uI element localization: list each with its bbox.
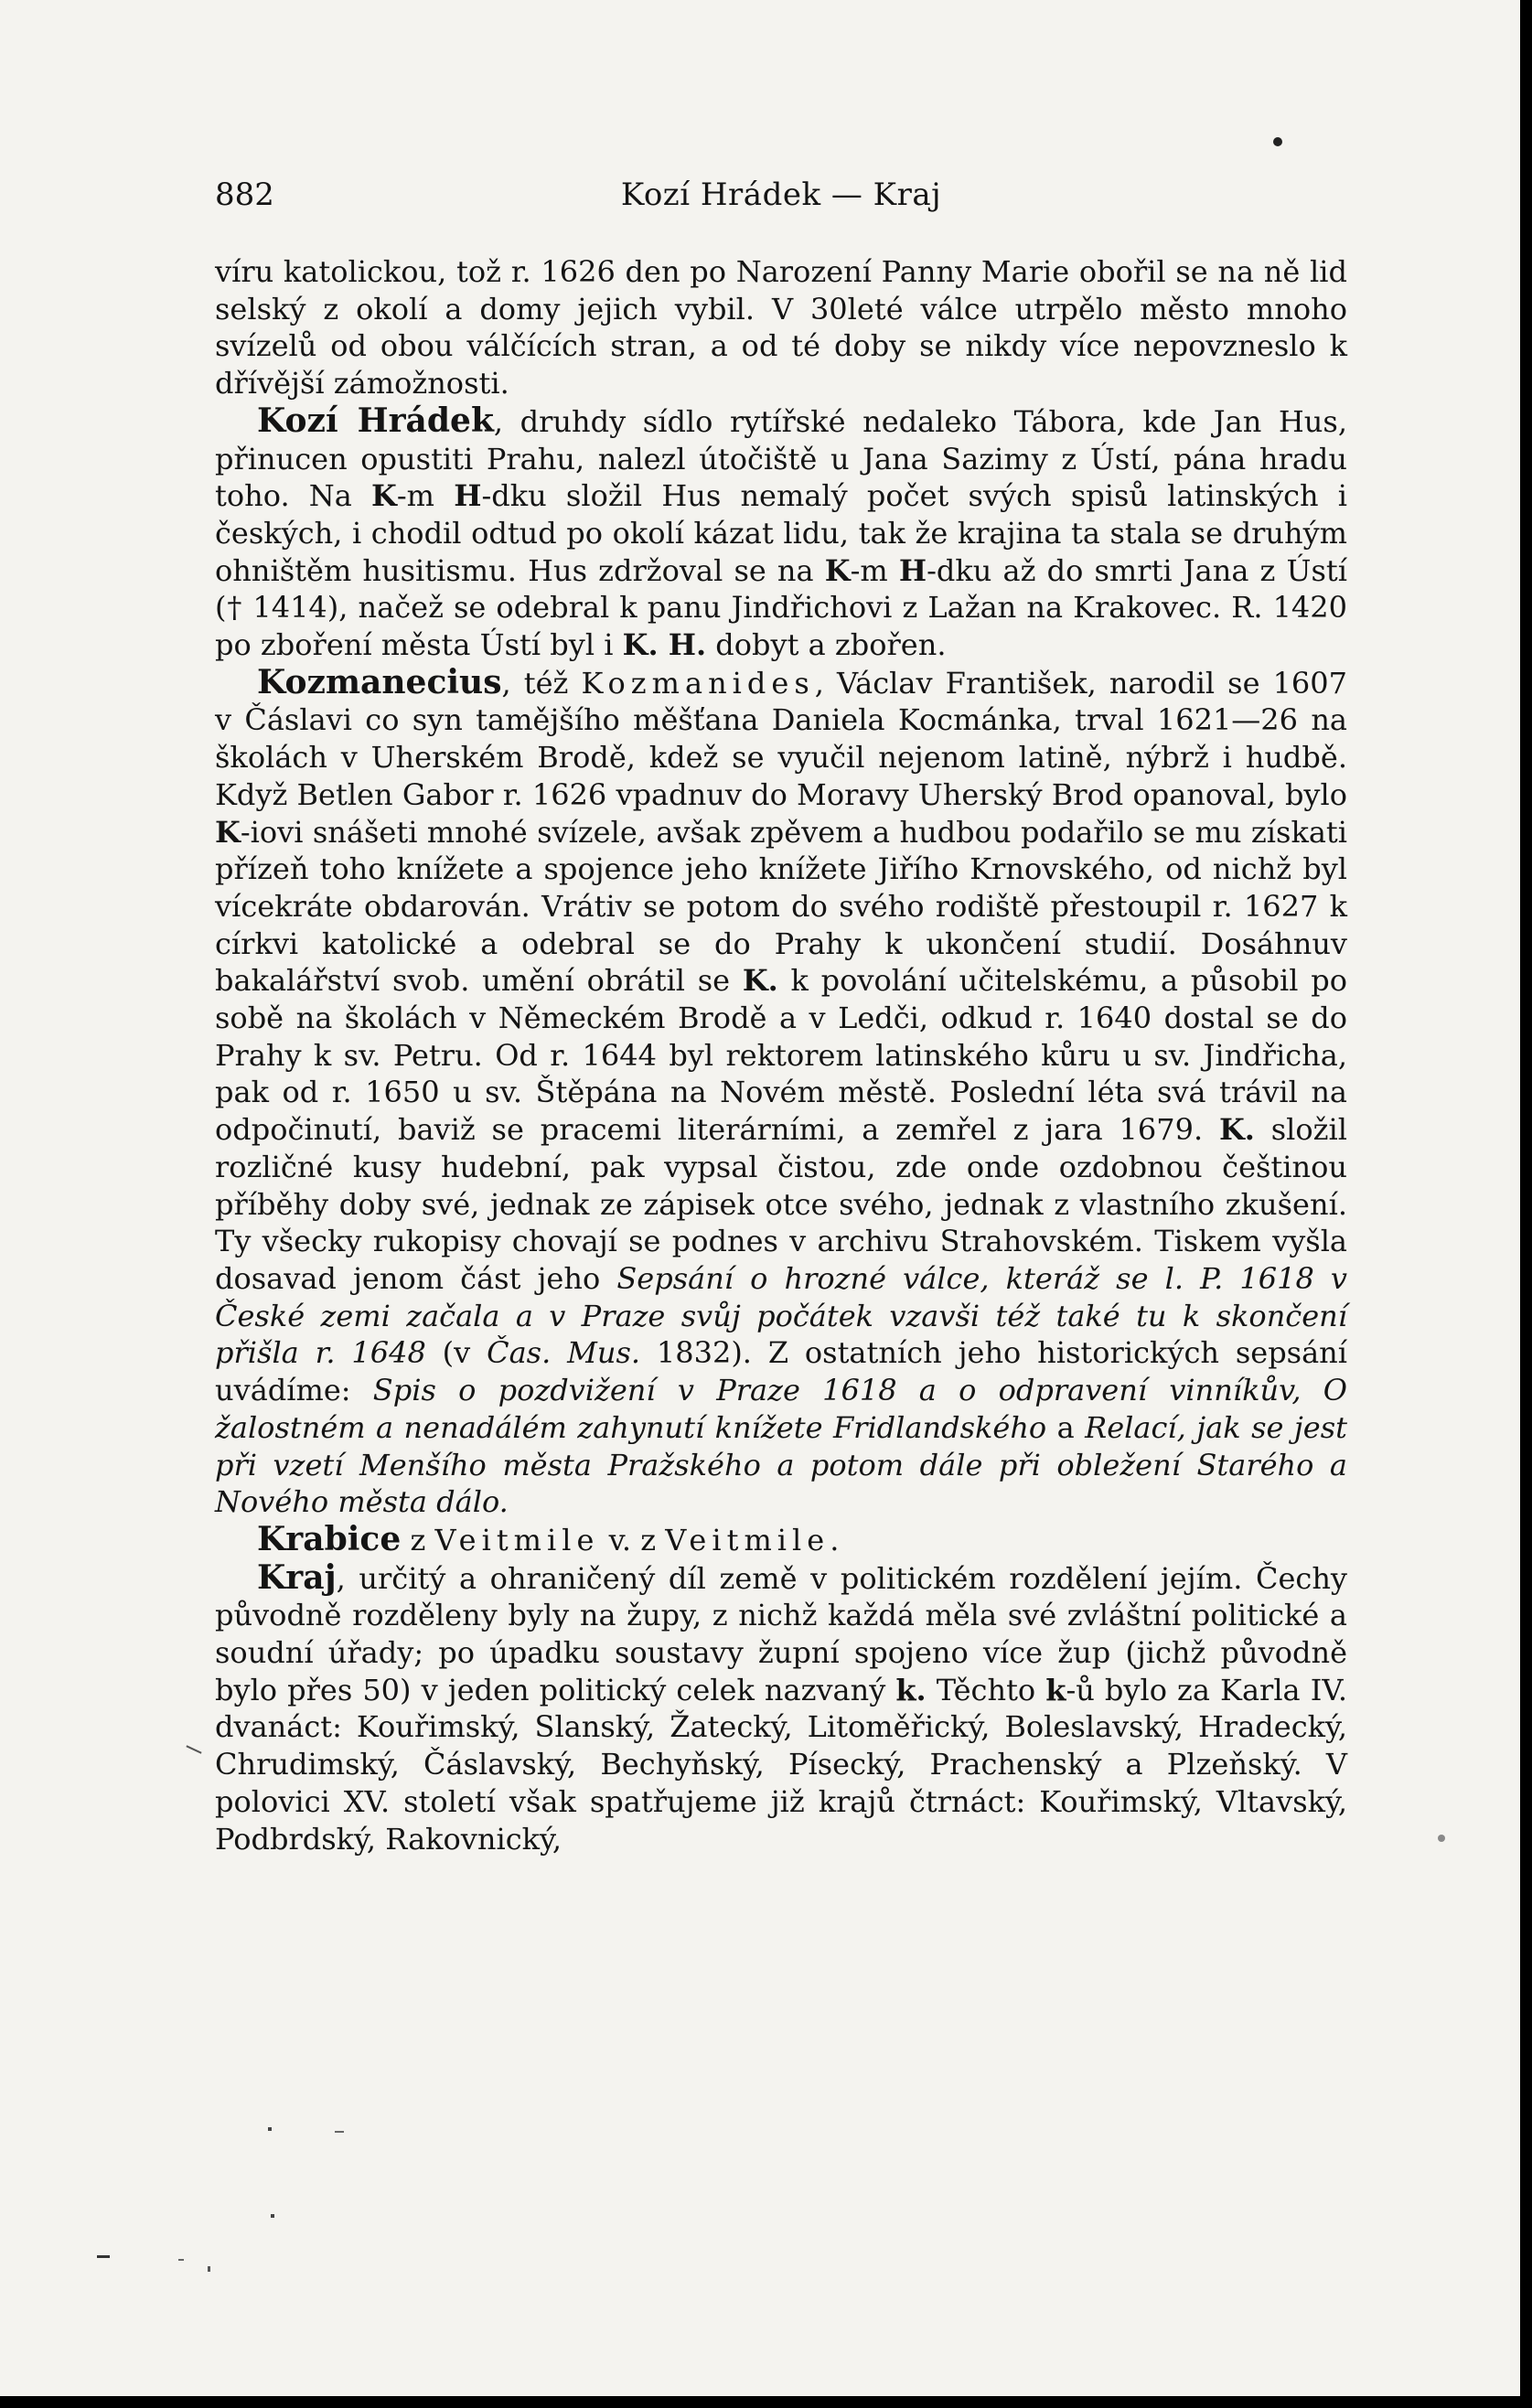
scan-speck-left-margin xyxy=(186,1745,201,1753)
entry-kozmanecius: Kozmanecius, též Kozmanides, Václav František, narodil se 1607 v Čáslavi co syn tamějšího měšťana Daniela Kocmánka, trval 1621—26 na školách v Uherském Brodě, kdež se vyučil nejenom latině, nýbrž i hudbě. Když Betlen Gabor r. 1626 vpadnuv do Moravy Uherský Brod opanoval, bylo K-iovi snášeti mnohé svízele, avšak zpěvem a hudbou podařilo se mu získati přízeň toho knížete a spojence jeho knížete Jiřího Krnovského, od nichž byl vícekráte obdarován. Vrátiv se potom do svého rodiště přestoupil r. 1627 k církvi katolické a odebral se do Prahy k ukončení studií. Dosáhnuv bakalářství svob. umění obrátil se K. k povolání učitelskému, a působil po sobě na školách v Německém Brodě a v Ledči, odkud r. 1640 dostal se do Prahy k sv. Petru. Od r. 1644 byl rektorem latinského kůru u sv. Jindřicha, pak od r. 1650 u sv. Štěpána na Novém městě. Poslední léta svá trávil na odpočinutí, baviž se pracemi literárními, a zemřel z jara 1679. K. složil rozličné kusy hudební, pak vypsal čistou, zde onde ozdobnou češtinou příběhy doby své, jednak ze zápisek otce svého, jednak z vlastního zkušení. Ty všecky rukopisy chovají se podnes v archivu Strahovském. Tiskem vyšla dosavad jenom část jeho Sepsání o hrozné válce, kteráž se l. P. 1618 v České zemi začala a v Praze svůj počátek vzavši též také tu k skončení přišla r. 1648 (v Čas. Mus. 1832). Z ostatních jeho historických sepsání uvádíme: Spis o pozdvižení v Praze 1618 a o odpravení vinníkův, O žalostném a nenadálém zahynutí knížete Fridlandského a Relací, jak se jest při vzetí Menšího města Pražského a potom dále při obležení Starého a Nového města dálo. xyxy=(215,662,1348,1520)
entry-kraj: Kraj, určitý a ohraničený díl země v politickém rozdělení jejím. Čechy původně rozděleny byly na župy, z nichž každá měla své zvláštní politické a soudní úřady; po úpadku soustavy župní spojeno více žup (jichž původně bylo přes 50) v jeden politický celek nazvaný k. Těchto k-ů bylo za Karla IV. dvanáct: Kouřimský, Slanský, Žatecký, Litoměřický, Boleslavský, Hradecký, Chrudimský, Čáslavský, Bechyňský, Písecký, Prachenský a Plzeňský. V polovici XV. století však spatřujeme již krajů čtrnáct: Kouřimský, Vltavský, Podbrdský, Rakovnický, xyxy=(215,1557,1348,1857)
headword: Krabice xyxy=(257,1519,402,1558)
article-body xyxy=(215,253,1347,1857)
scan-speck-bottom-1 xyxy=(268,2127,272,2131)
scan-speck-bottom-4 xyxy=(97,2255,110,2258)
headword: Kozmanecius xyxy=(257,662,502,701)
entry-kozi-hradek: Kozí Hrádek, druhdy sídlo rytířské nedaleko Tábora, kde Jan Hus, přinucen opustiti Prahu, nalezl útočiště u Jana Sazimy z Ústí, pána hradu toho. Na K-m H-dku složil Hus nemalý počet svých spisů latinských i českých, i chodil odtud po okolí kázat lidu, tak že krajina ta stala se druhým ohništěm husitismu. Hus zdržoval se na K-m H-dku až do smrti Jana z Ústí († 1414), načež se odebral k panu Jindřichovi z Lažan na Krakovec. R. 1420 po zboření města Ústí byl i K. H. dobyt a zbořen. xyxy=(215,401,1348,663)
paragraph-continuation: víru katolickou, tož r. 1626 den po Narození Panny Marie obořil se na ně lid selský z okolí a domy jejich vybil. V 30leté válce utrpělo město mnoho svízelů od obou válčících stran, a od té doby se nikdy více nepovzneslo k dřívější zámožnosti. xyxy=(215,254,1347,401)
entry-krabice: Krabice z Veitmile v. z Veitmile. xyxy=(257,1519,845,1558)
running-title: Kozí Hrádek — Kraj xyxy=(620,177,942,213)
scan-speck-top-right xyxy=(1273,137,1282,146)
scan-speck-bottom-3 xyxy=(271,2214,274,2218)
headword: Kozí Hrádek xyxy=(257,401,494,440)
page-header xyxy=(215,177,1347,222)
scan-speck-bottom-2 xyxy=(335,2131,344,2133)
scan-speck-right-margin xyxy=(1438,1835,1445,1842)
scan-speck-bottom-5 xyxy=(178,2259,184,2261)
headword: Kraj xyxy=(257,1557,337,1597)
page-number: 882 xyxy=(215,177,274,213)
scan-speck-bottom-6 xyxy=(208,2266,210,2272)
